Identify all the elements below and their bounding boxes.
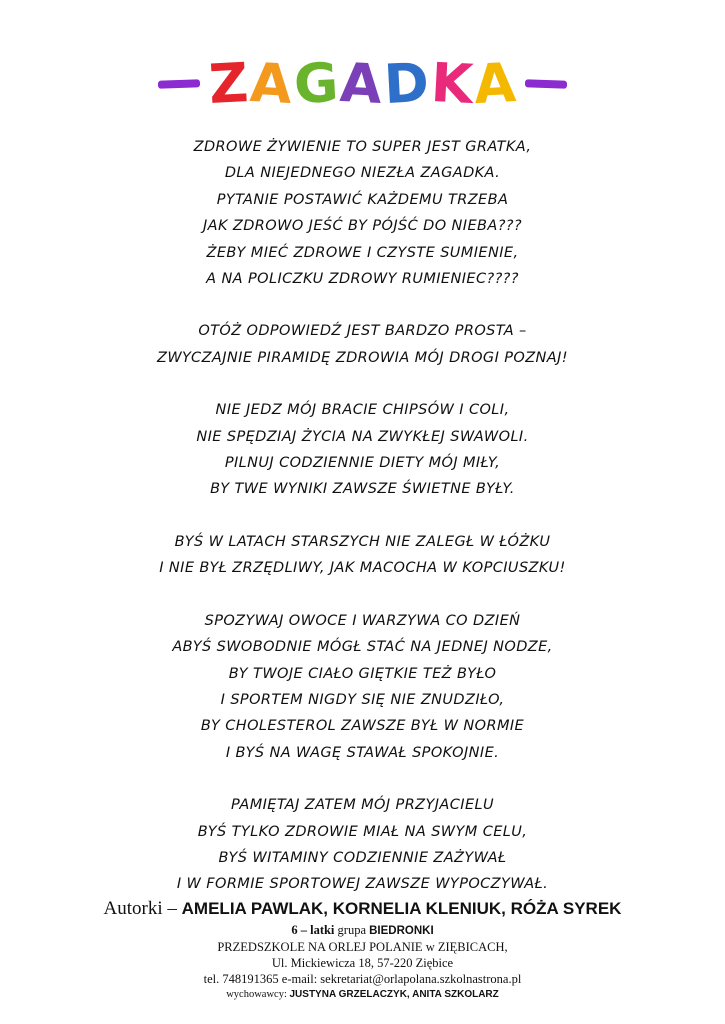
poem-line: SPOZYWAJ OWOCE I WARZYWA CO DZIEŃ: [204, 612, 521, 629]
poem-line: BYŚ TYLKO ZDROWIE MIAŁ NA SWYM CELU,: [197, 823, 528, 840]
poem-line: NIE SPĘDZIAJ ŻYCIA NA ZWYKŁEJ SWAWOLI.: [196, 428, 529, 445]
title-letter: K: [429, 50, 475, 117]
poem-stanza: [0, 134, 725, 292]
title-letter: Z: [207, 51, 250, 116]
title-letter: A: [338, 50, 384, 117]
poem-line: JAK ZDROWO JEŚĆ BY PÓJŚĆ DO NIEBA???: [203, 218, 522, 235]
authors-label: Autorki –: [103, 898, 182, 919]
poem-line: I SPORTEM NIGDY SIĘ NIE ZNUDZIŁO,: [220, 691, 505, 708]
poem-stanza: [0, 529, 725, 582]
poem-line: NIE JEDZ MÓJ BRACIE CHIPSÓW I COLI,: [215, 402, 510, 419]
poem-line: BYŚ W LATACH STARSZYCH NIE ZALEGŁ W ŁÓŻKU: [174, 533, 551, 550]
title-letters: [207, 50, 518, 117]
poem-stanza: [0, 792, 725, 898]
poem-stanza: [0, 397, 725, 503]
poem-line: BY TWE WYNIKI ZAWSZE ŚWIETNE BYŁY.: [210, 481, 515, 498]
poem-line: DLA NIEJEDNEGO NIEZŁA ZAGADKA.: [224, 165, 501, 182]
title-dash-left: [158, 79, 200, 88]
footer: [0, 896, 725, 1002]
poem-line: BY TWOJE CIAŁO GIĘTKIE TEŻ BYŁO: [228, 665, 497, 682]
group-word: grupa: [334, 923, 370, 937]
poem-body: [0, 134, 725, 924]
title-letter: A: [472, 50, 518, 117]
poem-line: ŻEBY MIEĆ ZDROWE I CZYSTE SUMIENIE,: [206, 244, 519, 261]
poem-line: ZWYCZAJNIE PIRAMIDĘ ZDROWIA MÓJ DROGI POZNAJ!: [156, 349, 568, 366]
poem-title: [0, 52, 725, 116]
poem-stanza: [0, 608, 725, 766]
poem-stanza: [0, 318, 725, 371]
authors-names: AMELIA PAWLAK, KORNELIA KLENIUK, RÓŻA SYREK: [181, 899, 622, 918]
authors-line: [0, 896, 725, 922]
teachers-names: JUSTYNA GRZELACZYK, ANITA SZKOLARZ: [289, 989, 499, 1000]
poem-line: BY CHOLESTEROL ZAWSZE BYŁ W NORMIE: [200, 718, 525, 735]
group-age: 6 – latki: [291, 923, 335, 937]
poem-line: ABYŚ SWOBODNIE MÓGŁ STAĆ NA JEDNEJ NODZE,: [172, 639, 553, 656]
poem-line: BYŚ WITAMINY CODZIENNIE ZAŻYWAŁ: [218, 849, 507, 866]
group-name: BIEDRONKI: [369, 925, 434, 937]
contact-line: tel. 748191365 e-mail: sekretariat@orlapolana.szkolnastrona.pl: [203, 972, 522, 986]
poem-line: I BYŚ NA WAGĘ STAWAŁ SPOKOJNIE.: [225, 744, 500, 761]
poem-line: OTÓŻ ODPOWIEDŹ JEST BARDZO PROSTA –: [198, 323, 527, 340]
teachers-label: wychowawcy:: [226, 989, 290, 1000]
poem-line: PILNUJ CODZIENNIE DIETY MÓJ MIŁY,: [224, 455, 501, 472]
title-letter: D: [382, 50, 431, 117]
poem-line: I W FORMIE SPORTOWEJ ZAWSZE WYPOCZYWAŁ.: [176, 876, 549, 893]
school-name: PRZEDSZKOLE NA ORLEJ POLANIE w ZIĘBICACH,: [217, 940, 508, 954]
poem-line: PAMIĘTAJ ZATEM MÓJ PRZYJACIELU: [230, 797, 495, 814]
title-letter: G: [292, 50, 340, 117]
teachers-line: [0, 987, 725, 1002]
poem-line: I NIE BYŁ ZRZĘDLIWY, JAK MACOCHA W KOPCIUSZKU!: [159, 560, 566, 577]
school-address: Ul. Mickiewicza 18, 57-220 Ziębice: [271, 956, 454, 970]
group-line: [0, 922, 725, 939]
poem-line: A NA POLICZKU ZDROWY RUMIENIEC????: [206, 271, 519, 288]
poem-line: ZDROWE ŻYWIENIE TO SUPER JEST GRATKA,: [193, 139, 532, 155]
poem-line: PYTANIE POSTAWIĆ KAŻDEMU TRZEBA: [216, 191, 509, 208]
title-letter: A: [248, 50, 294, 117]
title-dash-right: [525, 79, 567, 88]
